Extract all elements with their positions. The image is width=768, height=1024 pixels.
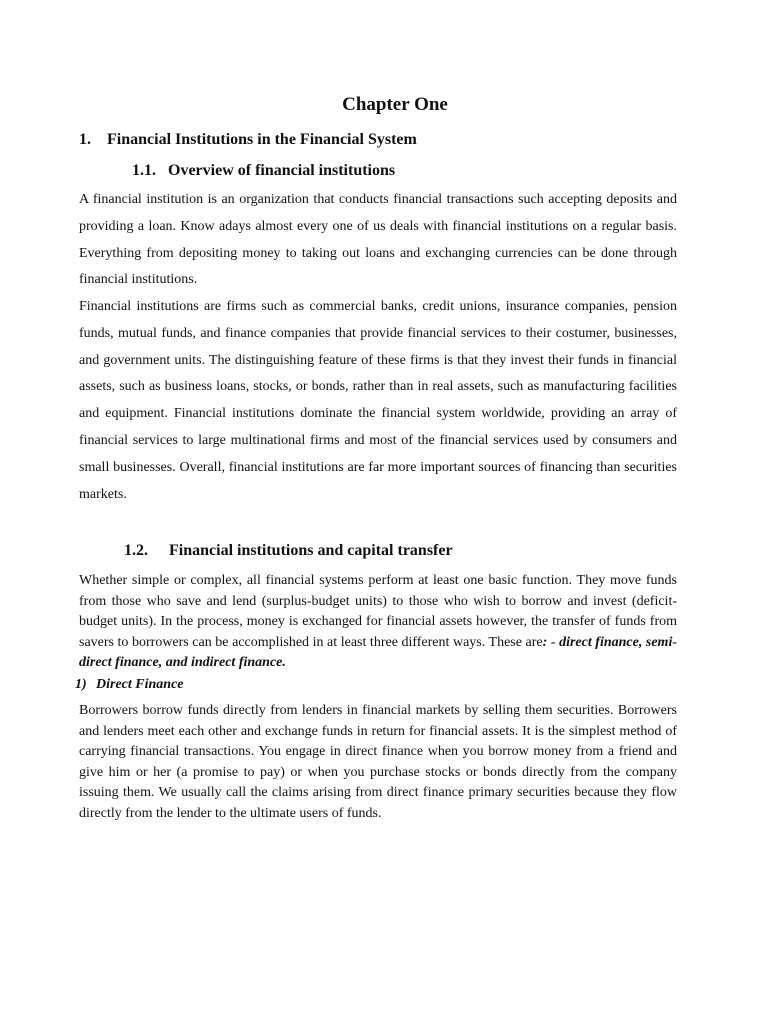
subsection-number: 1.1. [132,162,156,179]
paragraph-direct-finance: Borrowers borrow funds directly from lenders in financial markets by selling them securities. Borrowers and lenders meet each other and exchange funds in return for financial assets. It is the simplest method of carrying financial transactions. You engage in direct finance when you borrow money from a friend and give him or her (a promise to pay) or when you purchase stocks or bonds directly from the company issuing them. We usually call the claims arising from direct finance primary securities because they flow directly from the lender to the ultimate users of funds. [79,703,677,821]
heading-title: Direct Finance [96,677,184,692]
paragraph-overview-2: Financial institutions are firms such as commercial banks, credit unions, insurance companies, pension funds, mutual funds, and finance companies that provide financial services to their costumer, businesses, and government units. The distinguishing feature of these firms is that they invest their funds in financial assets, such as business loans, stocks, or bonds, rather than in real assets, such as manufacturing facilities and equipment. Financial institutions dominate the financial system worldwide, providing an array of financial services to large multinational firms and most of the financial services used by consumers and small businesses. Overall, financial institutions are far more important sources of financing than securities markets. [79,299,677,502]
direct-finance-heading [75,675,184,695]
paragraph-capital-transfer [79,571,677,674]
paragraph-overview-1: A financial institution is an organization that conducts financial transactions such accepting deposits and providing a loan. Know adays almost every one of us deals with financial institutions on a regular basis. Everything from depositing money to taking out loans and exchanging currencies can be done through financial institutions. [79,192,677,288]
subsection-number: 1.2. [124,542,148,559]
subsection-heading-1-1 [132,160,395,182]
list-number: 1) [75,677,87,692]
paragraph-emphasis: : - direct finance, semi-direct finance, and indirect finance. [79,634,677,671]
subsection-heading-1-2 [124,540,453,562]
chapter-title: Chapter One [342,94,448,115]
paragraph-text: Whether simple or complex, all financial systems perform at least one basic function. They move funds from those who save and lend (surplus-budget units) to those who wish to borrow and invest (deficit-budget units). In the process, money is exchanged for financial assets however, the transfer of funds from savers to borrowers can be accomplished in at least three different ways. These are [79,573,677,650]
subsection-title: Overview of financial institutions [168,162,396,179]
section-title: Financial Institutions in the Financial System [107,131,417,148]
section-number: 1. [79,131,91,148]
section-heading-1 [79,129,417,151]
subsection-title: Financial institutions and capital transfer [169,542,453,559]
